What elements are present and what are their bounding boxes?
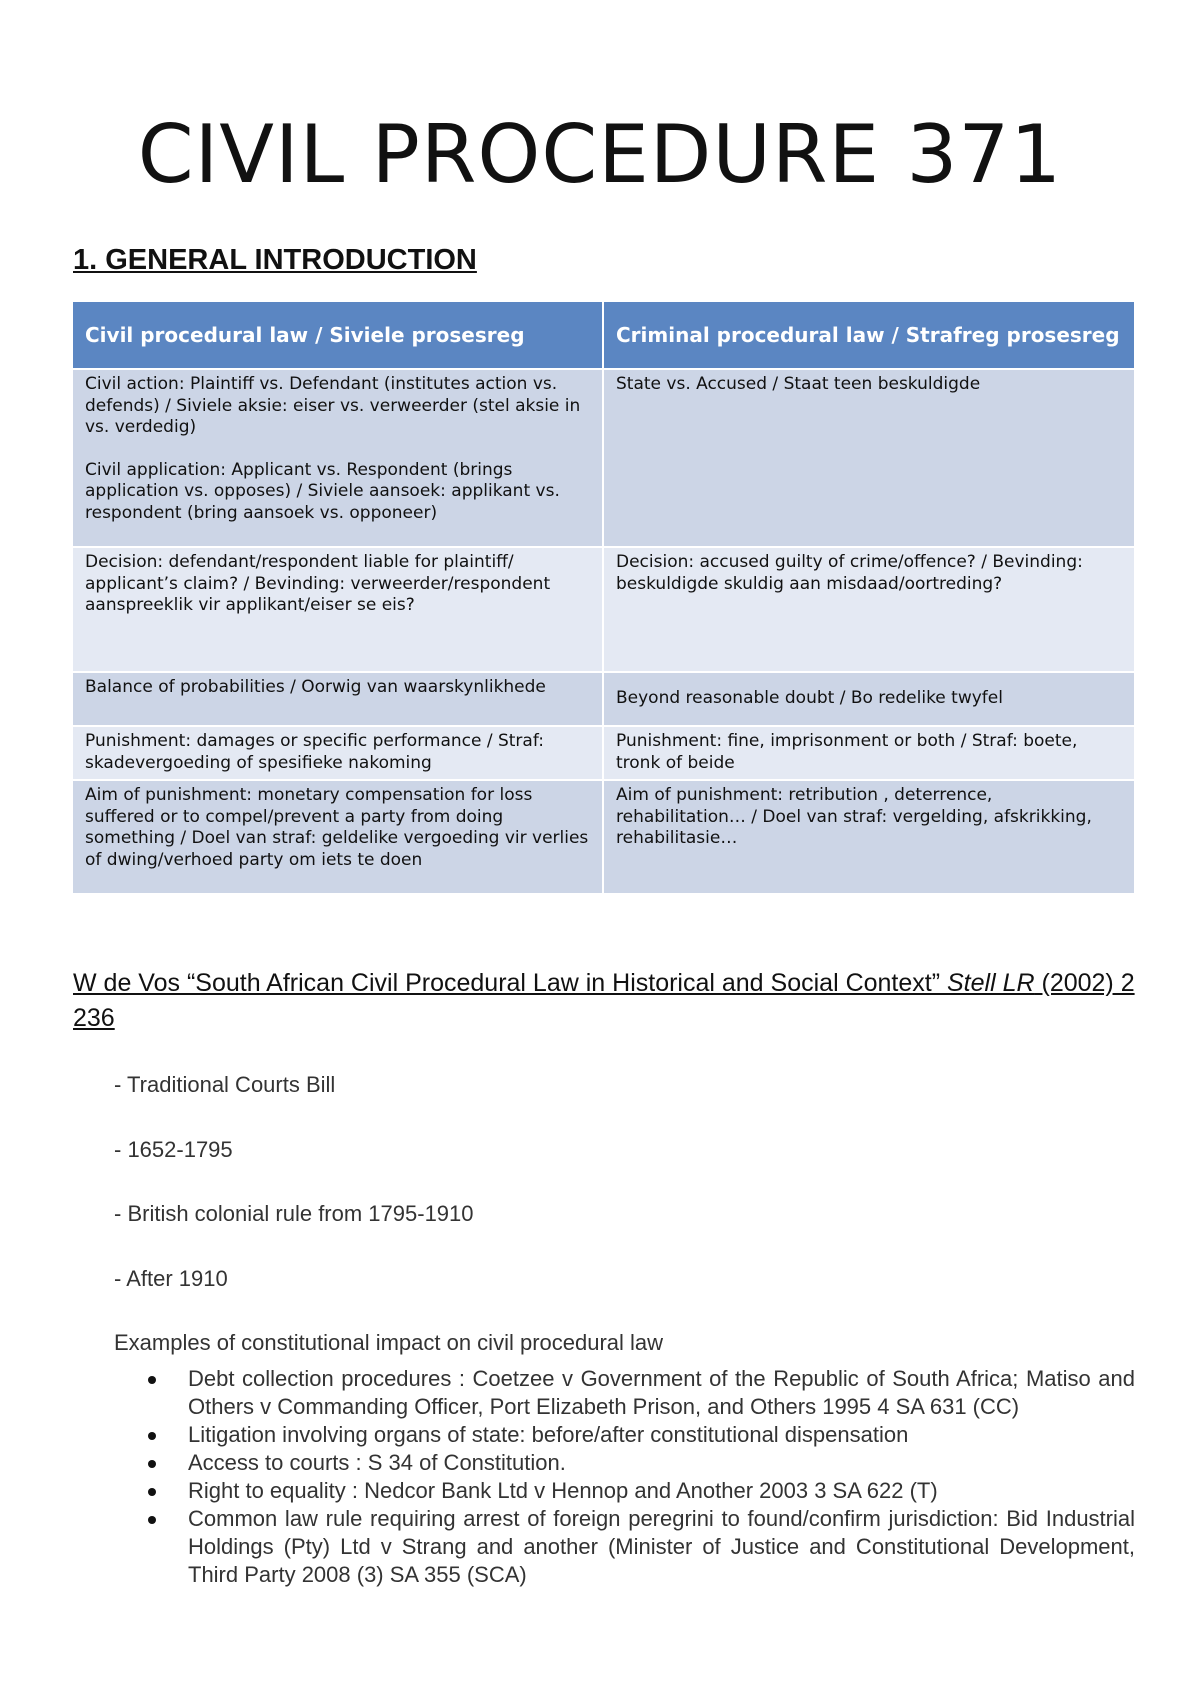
cell-paragraph: Civil action: Plaintiff vs. Defendant (institutes action vs. defends) / Siviele aksie: eiser vs. verweerder (stel aksie in vs. verdedig): [85, 374, 581, 437]
bullet-icon: [148, 1432, 156, 1440]
cell-paragraph: Decision: accused guilty of crime/offence? / Bevinding: beskuldigde skuldig aan misdaad/oortreding?: [616, 552, 1083, 594]
section-heading: 1. GENERAL INTRODUCTION: [73, 244, 477, 276]
comparison-table: [73, 302, 1136, 893]
header-criminal: Criminal procedural law / Strafreg prosesreg: [603, 302, 1135, 369]
reference-citation: [73, 966, 1143, 1036]
table-row: [73, 780, 1135, 893]
list-item-text: Access to courts : S 34 of Constitution.: [188, 1450, 566, 1475]
cell-criminal: [603, 547, 1135, 672]
cell-paragraph: State vs. Accused / Staat teen beskuldigde: [616, 374, 981, 394]
cell-paragraph: Balance of probabilities / Oorwig van waarskynlikhede: [85, 677, 546, 697]
cell-paragraph: Aim of punishment: retribution , deterrence, rehabilitation… / Doel van straf: vergelding, afskrikking, rehabilitasie…: [616, 785, 1092, 848]
table-row: [73, 726, 1135, 780]
table-row: [73, 369, 1135, 547]
cell-paragraph: Civil application: Applicant vs. Respondent (brings application vs. opposes) / Siviele aansoek: applikant vs. respondent (bring aansoek vs. opponeer): [85, 459, 560, 523]
list-item-text: Litigation involving organs of state: before/after constitutional dispensation: [188, 1422, 909, 1447]
reference-author-title: W de Vos “South African Civil Procedural Law in Historical and Social Context”: [73, 969, 947, 997]
reference-journal: Stell LR: [947, 969, 1035, 997]
cell-civil: [73, 726, 603, 780]
examples-list: [142, 1365, 1135, 1589]
bullet-icon: [148, 1460, 156, 1468]
document-title: CIVIL PROCEDURE 371: [137, 108, 1063, 201]
examples-heading: Examples of constitutional impact on civil procedural law: [114, 1330, 664, 1355]
bullet-icon: [148, 1376, 156, 1384]
list-item: [142, 1449, 1135, 1477]
table-row: [73, 672, 1135, 726]
list-item-text: Debt collection procedures : Coetzee v Government of the Republic of South Africa; Matiso and Others v Commanding Officer, Port Elizabeth Prison, and Others 1995 4 SA 631 (CC): [188, 1366, 1135, 1419]
cell-civil: [73, 547, 603, 672]
cell-paragraph: Decision: defendant/respondent liable for plaintiff/ applicant’s claim? / Bevinding: verweerder/respondent aanspreeklik vir applikant/eiser se eis?: [85, 552, 551, 615]
bullet-icon: [148, 1516, 156, 1524]
list-item: [142, 1505, 1135, 1589]
table-header-row: [73, 302, 1135, 369]
list-item-text: Common law rule requiring arrest of foreign peregrini to found/confirm jurisdiction: Bid Industrial Holdings (Pty) Ltd v Strang and another (Minister of Justice and Constitutional Development, Third Party 2008 (3) SA 355 (SCA): [188, 1506, 1135, 1587]
header-civil: Civil procedural law / Siviele prosesreg: [73, 302, 603, 369]
cell-paragraph: Punishment: fine, imprisonment or both / Straf: boete, tronk of beide: [616, 731, 1078, 773]
cell-criminal: [603, 726, 1135, 780]
cell-criminal: [603, 780, 1135, 893]
cell-criminal: [603, 369, 1135, 547]
dash-item: - After 1910: [114, 1266, 228, 1291]
dash-item: - British colonial rule from 1795-1910: [114, 1201, 474, 1226]
reference-year-volume: (2002) 2 236: [73, 969, 1135, 1032]
list-item-text: Right to equality : Nedcor Bank Ltd v Hennop and Another 2003 3 SA 622 (T): [188, 1478, 938, 1503]
cell-civil: [73, 369, 603, 547]
dash-item: - 1652-1795: [114, 1137, 233, 1162]
list-item: [142, 1421, 1135, 1449]
cell-criminal: [603, 672, 1135, 726]
list-item: [142, 1365, 1135, 1421]
cell-civil: [73, 672, 603, 726]
cell-civil: [73, 780, 603, 893]
cell-paragraph: Beyond reasonable doubt / Bo redelike twyfel: [616, 688, 1003, 709]
dash-item: - Traditional Courts Bill: [114, 1072, 336, 1097]
bullet-icon: [148, 1488, 156, 1496]
list-item: [142, 1477, 1135, 1505]
cell-paragraph: Aim of punishment: monetary compensation for loss suffered or to compel/prevent a party from doing something / Doel van straf: geldelike vergoeding vir verlies of dwing/verhoed party om iets te doen: [85, 785, 589, 870]
table-row: [73, 547, 1135, 672]
cell-paragraph: Punishment: damages or specific performance / Straf: skadevergoeding of spesifieke nakoming: [85, 731, 544, 773]
